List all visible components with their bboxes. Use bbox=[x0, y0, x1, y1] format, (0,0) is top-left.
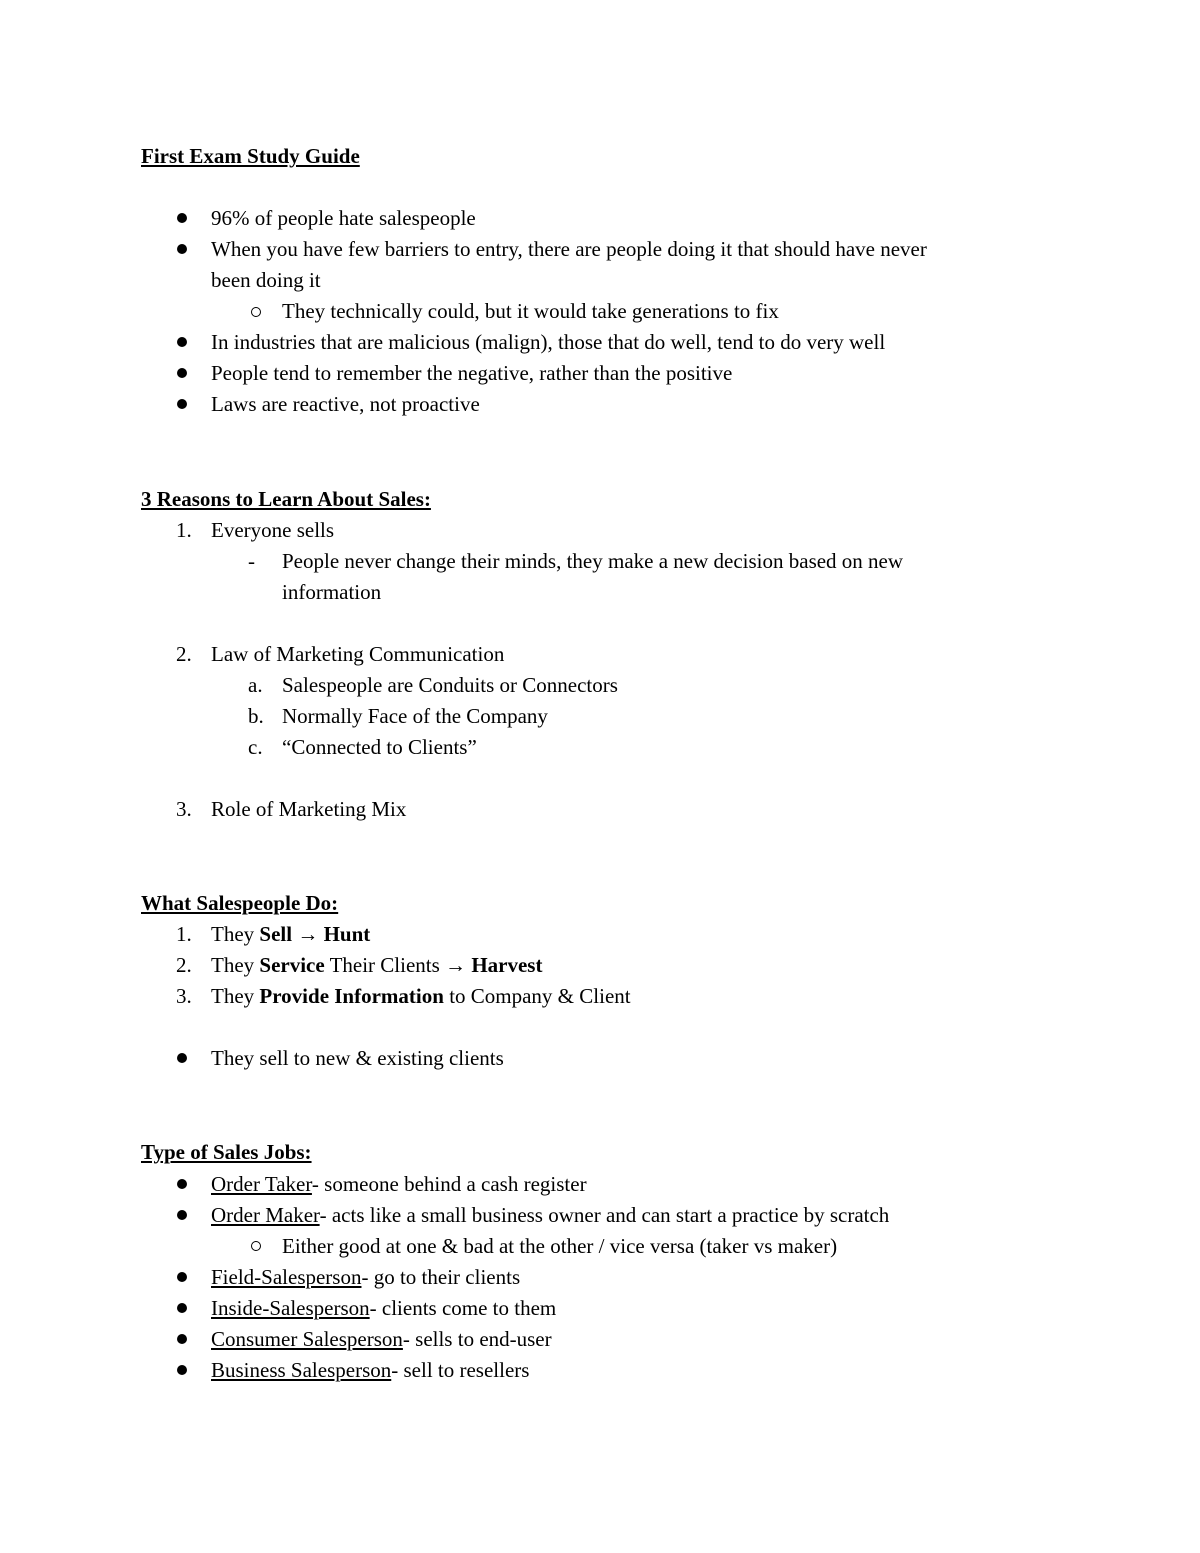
list-number: 1. bbox=[176, 518, 192, 542]
text: They bbox=[211, 922, 260, 946]
list-item: When you have few barriers to entry, there are people doing it that should have never bbox=[211, 237, 927, 261]
job-description: - sell to resellers bbox=[391, 1358, 530, 1382]
text: They bbox=[211, 953, 260, 977]
list-number: 2. bbox=[176, 642, 192, 666]
bullet-icon bbox=[177, 1210, 187, 1220]
section-heading-jobs: Type of Sales Jobs: bbox=[141, 1140, 312, 1164]
sub-list-letter: b. bbox=[248, 704, 264, 728]
bullet-icon bbox=[177, 399, 187, 409]
list-item bbox=[211, 1169, 587, 1200]
list-item bbox=[211, 1262, 520, 1293]
bullet-icon bbox=[177, 1365, 187, 1375]
list-item: Role of Marketing Mix bbox=[211, 797, 407, 821]
dash-marker: - bbox=[248, 549, 255, 573]
bold-term: Service bbox=[259, 953, 325, 977]
list-number: 3. bbox=[176, 984, 192, 1008]
text: to Company & Client bbox=[443, 984, 631, 1008]
job-term: Inside-Salesperson bbox=[211, 1296, 370, 1320]
bullet-icon bbox=[177, 1334, 187, 1344]
list-item: Law of Marketing Communication bbox=[211, 642, 505, 666]
bullet-icon bbox=[177, 213, 187, 223]
section-heading-reasons: 3 Reasons to Learn About Sales: bbox=[141, 487, 431, 511]
list-item: In industries that are malicious (malign), those that do well, tend to do very well bbox=[211, 330, 886, 354]
text: They bbox=[211, 984, 260, 1008]
hollow-bullet-icon bbox=[251, 1241, 261, 1251]
list-item bbox=[211, 950, 542, 981]
bold-term: Provide Information bbox=[259, 984, 444, 1008]
job-description: - sells to end-user bbox=[402, 1327, 552, 1351]
page-title: First Exam Study Guide bbox=[141, 144, 360, 168]
list-number: 3. bbox=[176, 797, 192, 821]
job-term: Order Taker bbox=[211, 1172, 312, 1196]
job-term: Field-Salesperson bbox=[211, 1265, 362, 1289]
bullet-icon bbox=[177, 1272, 187, 1282]
list-item: Everyone sells bbox=[211, 518, 335, 542]
bullet-icon bbox=[177, 1179, 187, 1189]
bullet-icon bbox=[177, 244, 187, 254]
list-item bbox=[211, 1324, 552, 1355]
sub-list-item-continuation: information bbox=[282, 580, 382, 604]
bold-term: Hunt bbox=[323, 922, 371, 946]
job-description: - clients come to them bbox=[369, 1296, 557, 1320]
job-description: - acts like a small business owner and can start a practice by scratch bbox=[319, 1203, 890, 1227]
sub-list-item: They technically could, but it would take generations to fix bbox=[282, 299, 779, 323]
bullet-icon bbox=[177, 337, 187, 347]
job-description: - go to their clients bbox=[361, 1265, 521, 1289]
bullet-icon bbox=[177, 1053, 187, 1063]
job-term: Order Maker bbox=[211, 1203, 320, 1227]
list-number: 1. bbox=[176, 922, 192, 946]
list-item: People tend to remember the negative, rather than the positive bbox=[211, 361, 733, 385]
section-heading-salespeople: What Salespeople Do: bbox=[141, 891, 339, 915]
text: Their Clients → bbox=[324, 953, 472, 977]
bold-term: Harvest bbox=[471, 953, 543, 977]
hollow-bullet-icon bbox=[251, 307, 261, 317]
list-item bbox=[211, 1200, 889, 1231]
list-item bbox=[211, 1293, 556, 1324]
list-number: 2. bbox=[176, 953, 192, 977]
sub-list-item: People never change their minds, they make a new decision based on new bbox=[282, 549, 904, 573]
list-item bbox=[211, 1355, 529, 1386]
list-item: They sell to new & existing clients bbox=[211, 1046, 504, 1070]
job-term: Business Salesperson bbox=[211, 1358, 392, 1382]
list-item bbox=[211, 981, 631, 1012]
sub-list-letter: c. bbox=[248, 735, 263, 759]
job-description: - someone behind a cash register bbox=[311, 1172, 587, 1196]
list-item bbox=[211, 919, 370, 950]
list-item: Laws are reactive, not proactive bbox=[211, 392, 480, 416]
list-item-continuation: been doing it bbox=[211, 268, 321, 292]
sub-list-item: Either good at one & bad at the other / vice versa (taker vs maker) bbox=[282, 1234, 838, 1258]
sub-list-letter: a. bbox=[248, 673, 263, 697]
sub-list-item: Salespeople are Conduits or Connectors bbox=[282, 673, 618, 697]
sub-list-item: “Connected to Clients” bbox=[282, 735, 477, 759]
list-item: 96% of people hate salespeople bbox=[211, 206, 476, 230]
bold-term: Sell bbox=[259, 922, 293, 946]
bullet-icon bbox=[177, 368, 187, 378]
bullet-icon bbox=[177, 1303, 187, 1313]
sub-list-item: Normally Face of the Company bbox=[282, 704, 548, 728]
job-term: Consumer Salesperson bbox=[211, 1327, 403, 1351]
arrow-text: → bbox=[292, 922, 324, 946]
